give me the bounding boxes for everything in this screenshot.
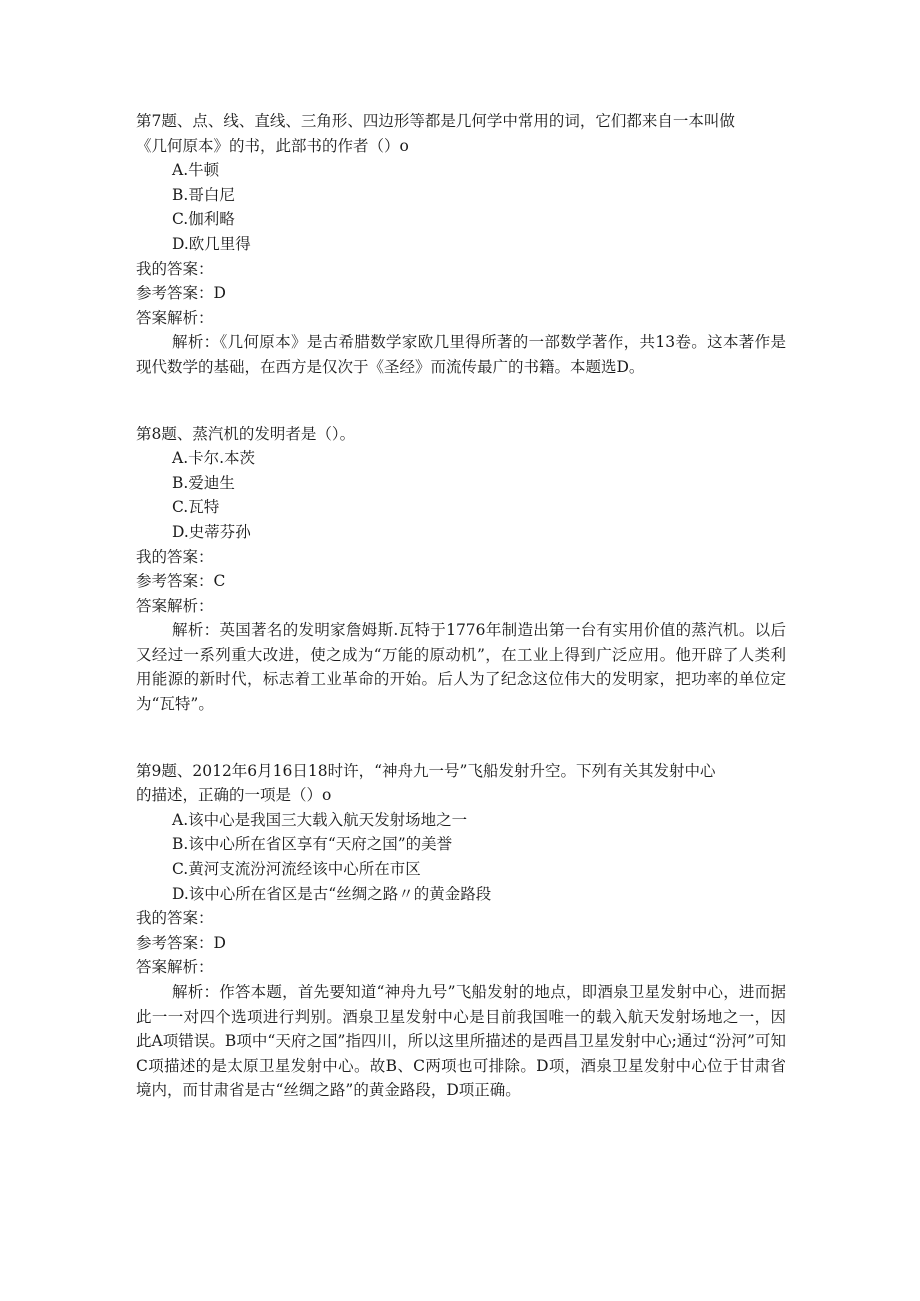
reference-answer xyxy=(136,931,786,956)
my-answer-label: 我的答案： xyxy=(136,259,214,278)
reference-answer-value: C xyxy=(213,572,226,591)
option-list xyxy=(136,446,786,544)
stem-line: 的描述，正确的一项是（）o xyxy=(136,786,332,805)
question-7 xyxy=(136,109,786,380)
stem-line: 第7题、点、线、直线、三角形、四边形等都是几何学中常用的词，它们都来自一本叫做 xyxy=(136,112,735,130)
option-c: C.瓦特 xyxy=(172,498,220,517)
option-d: D.史蒂芬孙 xyxy=(172,522,251,541)
option-c: C.黄河支流汾河流经该中心所在市区 xyxy=(172,860,421,879)
analysis-label: 答案解析： xyxy=(136,596,214,615)
stem-line: 第8题、蒸汽机的发明者是（）。 xyxy=(136,424,356,443)
analysis-text: 解析：英国著名的发明家詹姆斯.瓦特于1776年制造出第一台有实用价值的蒸汽机。以后又经过一系列重大改进，使之成为“万能的原动机”，在工业上得到广泛应用。他开辟了人类利用能源的新时代，标志着工业革命的开始。后人为了纪念这位伟大的发明家，把功率的单位定为“瓦特”。 xyxy=(136,621,786,714)
question-8 xyxy=(136,422,786,717)
option-list xyxy=(136,808,786,906)
option-c: C.伽利略 xyxy=(172,210,235,229)
reference-answer-label: 参考答案： xyxy=(136,572,214,591)
question-9 xyxy=(136,759,786,1103)
option-b: B.该中心所在省区享有“天府之国”的美誉 xyxy=(172,835,453,854)
option-a: A.牛顿 xyxy=(172,161,220,180)
analysis-label: 答案解析： xyxy=(136,308,214,327)
option-a: A.卡尔.本茨 xyxy=(172,449,256,468)
analysis-label: 答案解析： xyxy=(136,958,214,977)
document-page xyxy=(136,109,786,1103)
analysis-text: 解析：作答本题，首先要知道“神舟九号”飞船发射的地点，即酒泉卫星发射中心，进而据此一一对四个选项进行判别。酒泉卫星发射中心是目前我国唯一的载入航天发射场地之一，因此A项错误。B项中“天府之国”指四川，所以这里所描述的是西昌卫星发射中心;通过“汾河”可知C项描述的是太原卫星发射中心。故B、C两项也可排除。D项，酒泉卫星发射中心位于甘肃省境内，而甘肃省是古“丝绸之路”的黄金路段，D项正确。 xyxy=(136,983,786,1100)
stem-line: 《几何原本》的书，此部书的作者（）o xyxy=(136,136,409,155)
my-answer-label: 我的答案： xyxy=(136,547,214,566)
reference-answer xyxy=(136,569,786,594)
my-answer-label: 我的答案： xyxy=(136,909,214,928)
option-b: B.哥白尼 xyxy=(172,185,235,204)
analysis-text: 解析：《几何原本》是古希腊数学家欧几里得所著的一部数学著作，共13卷。这本著作是现代数学的基础，在西方是仅次于《圣经》而流传最广的书籍。本题选D。 xyxy=(136,333,786,376)
reference-answer-label: 参考答案： xyxy=(136,933,214,952)
option-d: D.欧几里得 xyxy=(172,234,251,253)
question-stem xyxy=(136,759,786,808)
reference-answer-value: D xyxy=(213,933,226,952)
stem-line: 第9题、2012年6月16日18时许，“神舟九一号”飞船发射升空。下列有关其发射中心 xyxy=(136,761,716,780)
question-stem xyxy=(136,422,786,447)
option-a: A.该中心是我国三大载入航天发射场地之一 xyxy=(172,810,468,829)
option-list xyxy=(136,158,786,256)
reference-answer xyxy=(136,281,786,306)
question-stem xyxy=(136,109,786,158)
option-b: B.爱迪生 xyxy=(172,473,235,492)
reference-answer-label: 参考答案： xyxy=(136,284,214,303)
reference-answer-value: D xyxy=(213,284,226,303)
option-d: D.该中心所在省区是古“丝绸之路〃的黄金路段 xyxy=(172,884,492,903)
